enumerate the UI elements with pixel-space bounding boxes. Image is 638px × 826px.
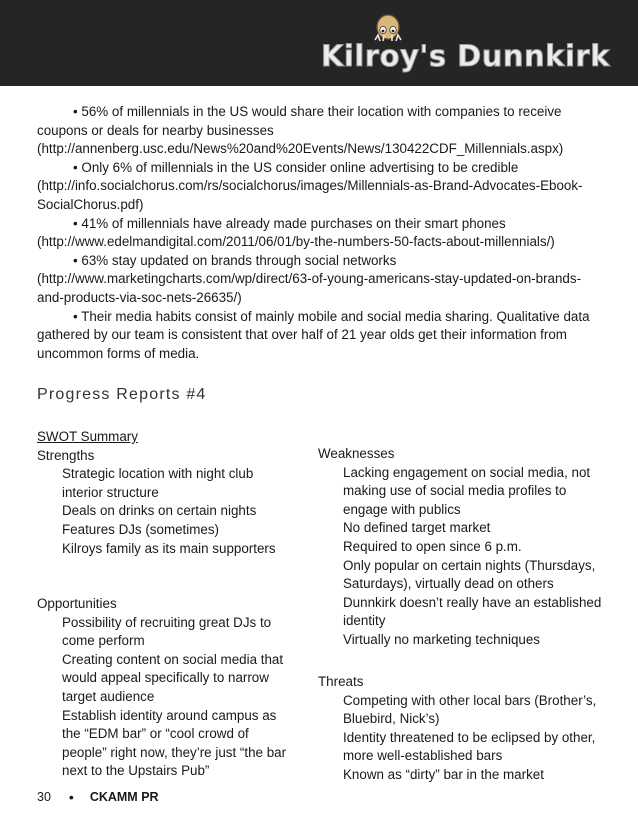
threat-item: Identity threatened to be eclipsed by other, more well-established bars: [343, 729, 596, 764]
strengths-heading: Strengths: [37, 447, 95, 463]
kilroy-face-icon: [371, 14, 405, 50]
weakness-item: Virtually no marketing techniques: [343, 631, 541, 647]
opportunity-item: Possibility of recruiting great DJs to come perform: [62, 614, 272, 649]
threats-heading: Threats: [318, 674, 364, 689]
weakness-item: No defined target market: [343, 520, 491, 536]
stat-bullet: • Only 6% of millennials in the US consider online advertising to be credible (http://info.socialchorus.com/rs/socialchorus/images/Millennials-as-Brand-Advocates-Ebook-SocialChorus.pdf): [37, 159, 583, 212]
swot-summary-heading: SWOT Summary: [37, 429, 138, 444]
threat-item: Competing with other local bars (Brother’s, Bluebird, Nick’s): [343, 692, 597, 727]
weakness-item: Dunnkirk doesn’t really have an established identity: [343, 594, 602, 629]
millennials-stats: [37, 103, 605, 363]
opportunities-block: [37, 595, 289, 781]
strength-item: Features DJs (sometimes): [62, 521, 219, 537]
weakness-item: Lacking engagement on social media, not making use of social media profiles to engage with publics: [343, 464, 591, 517]
page-number: 30: [37, 790, 51, 804]
swot-left-column: [37, 428, 289, 558]
stat-bullet: • 41% of millennials have already made purchases on their smart phones (http://www.edelmandigital.com/2011/06/01/by-the-numbers-50-facts-about-millennials/): [37, 215, 555, 250]
threat-item: Known as “dirty” bar in the market: [343, 766, 544, 782]
stat-bullet: • Their media habits consist of mainly mobile and social media sharing. Qualitative data gathered by our team is consistent that over half of 21 year olds get their information from uncommon forms of media.: [37, 308, 590, 361]
header-banner: [0, 0, 638, 86]
footer-brand: CKAMM PR: [89, 790, 159, 804]
logo-text: Kilroy's Dunnkirk: [320, 39, 610, 73]
weaknesses-block: [318, 445, 603, 650]
opportunity-item: Creating content on social media that would appeal specifically to narrow target audience: [62, 651, 284, 704]
page-footer: [37, 789, 159, 805]
threats-block: [318, 673, 603, 785]
opportunities-heading: Opportunities: [37, 596, 117, 611]
weakness-item: Required to open since 6 p.m.: [343, 538, 522, 554]
weakness-item: Only popular on certain nights (Thursdays, Saturdays), virtually dead on others: [343, 557, 596, 592]
section-title: Progress Reports #4: [37, 386, 207, 403]
stat-bullet: • 63% stay updated on brands through social networks (http://www.marketingcharts.com/wp/direct/63-of-young-americans-stay-updated-on-brands-and-products-via-soc-nets-26635/): [37, 252, 582, 305]
strength-item: Deals on drinks on certain nights: [62, 503, 257, 519]
strength-item: Kilroys family as its main supporters: [62, 540, 276, 556]
stat-bullet: • 56% of millennials in the US would share their location with companies to receive coupons or deals for nearby businesses (http://annenberg.usc.edu/News%20and%20Events/News/130422CDF_Millennials.aspx): [37, 104, 564, 157]
opportunity-item: Establish identity around campus as the “EDM bar” or “cool crowd of people” right now, they’re just “the bar next to the Upstairs Pub”: [62, 707, 287, 779]
kilroys-logo: [321, 34, 610, 78]
strength-item: Strategic location with night club interior structure: [62, 466, 254, 500]
weaknesses-heading: Weaknesses: [318, 446, 395, 461]
footer-separator: •: [68, 789, 74, 805]
